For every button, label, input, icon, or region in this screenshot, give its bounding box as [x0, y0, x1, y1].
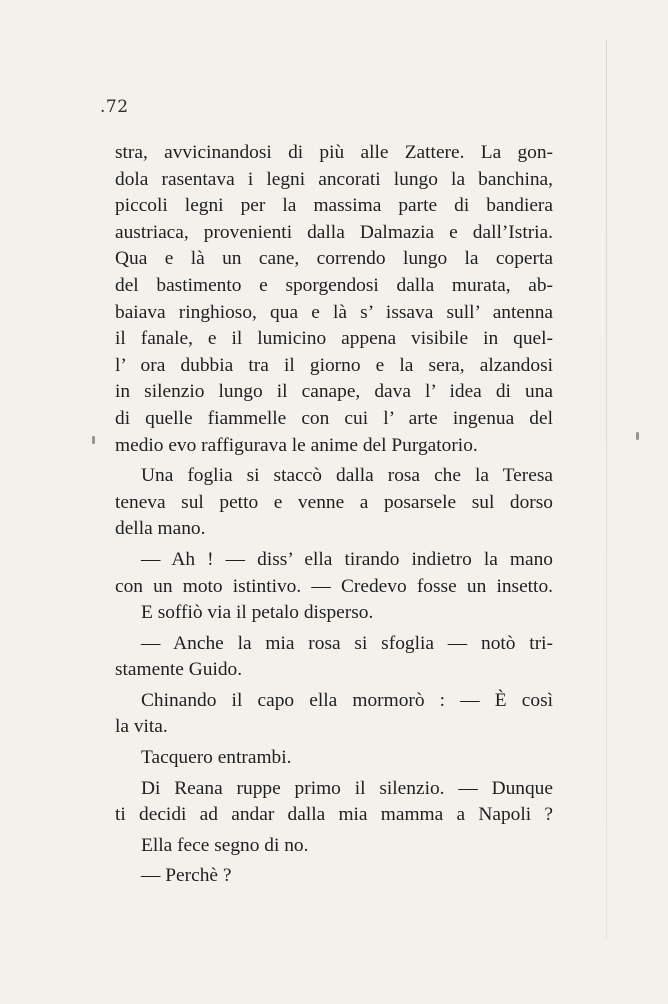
text-line: stra, avvicinandosi di più alle Zattere. La gon- — [115, 142, 553, 163]
text-line: il fanale, e il lumicino appena visibile in quel- — [115, 328, 553, 350]
text-line: stamente Guido. — [115, 659, 243, 681]
text-line: E soffiò via il petalo disperso. — [141, 602, 374, 624]
text-line: — Perchè ? — [141, 865, 232, 887]
text-line: Qua e là un cane, correndo lungo la coperta — [115, 248, 553, 270]
page-number: .72 — [100, 97, 129, 117]
text-line: la vita. — [115, 716, 168, 738]
text-line: ti decidi ad andar dalla mia mamma a Napoli ? — [115, 804, 553, 826]
body-text — [115, 140, 553, 890]
ink-speck — [636, 432, 639, 440]
text-line: con un moto istintivo. — Credevo fosse un insetto. — [115, 575, 553, 597]
text-line: dola rasentava i legni ancorati lungo la banchina, — [115, 168, 553, 190]
page-fold-shadow — [606, 40, 607, 940]
text-line: — Anche la mia rosa si sfoglia — notò tri- — [141, 632, 553, 654]
text-line: Tacquero entrambi. — [141, 747, 292, 769]
text-line: Di Reana ruppe primo il silenzio. — Dunque — [141, 777, 553, 799]
text-line: l’ ora dubbia tra il giorno e la sera, alzandosi — [115, 354, 553, 376]
text-line: teneva sul petto e venne a posarsele sul dorso — [115, 491, 553, 513]
text-line: di quelle fiammelle con cui l’ arte ingenua del — [115, 407, 553, 429]
text-line: in silenzio lungo il canape, dava l’ idea di una — [115, 381, 553, 403]
text-line: medio evo raffigurava le anime del Purgatorio. — [115, 434, 478, 456]
text-line: piccoli legni per la massima parte di bandiera — [115, 195, 553, 217]
text-line: Ella fece segno di no. — [141, 834, 309, 856]
text-line: Una foglia si staccò dalla rosa che la Teresa — [141, 465, 553, 487]
text-line: Chinando il capo ella mormorò : — È così — [141, 689, 553, 711]
text-line: austriaca, provenienti dalla Dalmazia e dall’Istria. — [115, 221, 553, 243]
ink-speck — [92, 436, 95, 444]
text-line: baiava ringhioso, qua e là s’ issava sull’ antenna — [115, 301, 553, 323]
text-line: della mano. — [115, 518, 206, 540]
text-line: — Ah ! — diss’ ella tirando indietro la mano — [141, 548, 553, 570]
text-line: del bastimento e sporgendosi dalla murata, ab- — [115, 274, 553, 296]
